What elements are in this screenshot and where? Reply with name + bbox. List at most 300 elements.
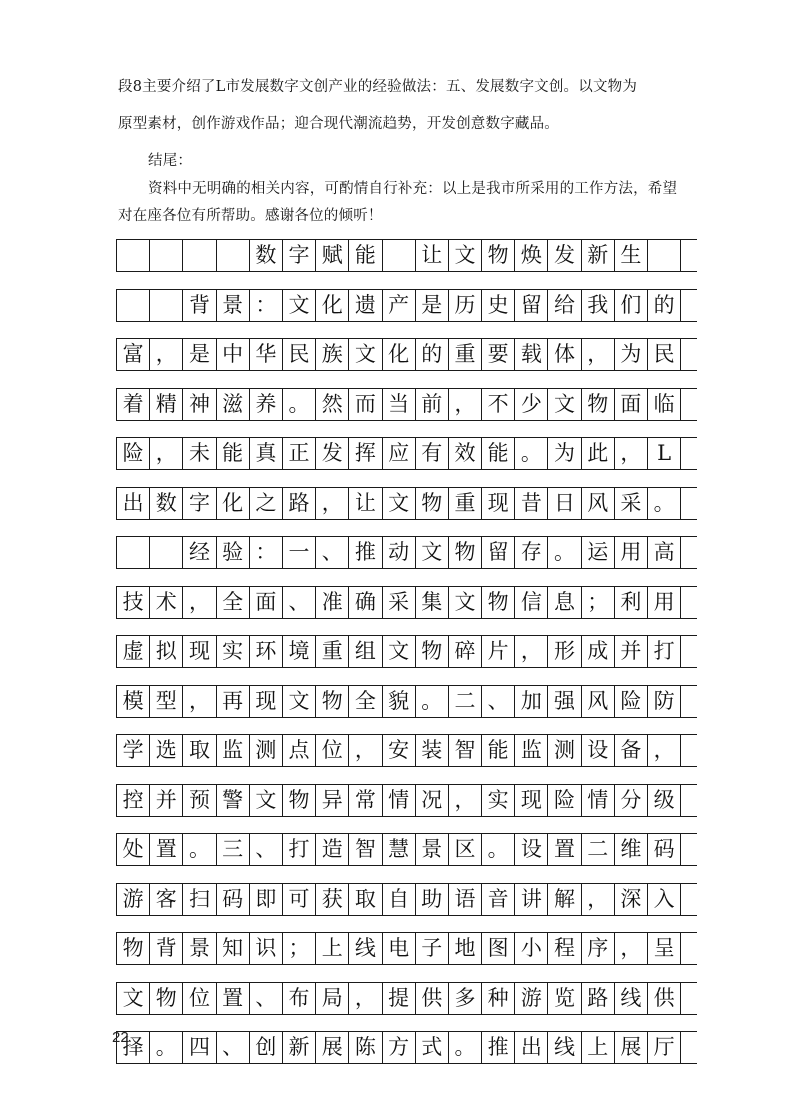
grid-cell: 形 (548, 636, 581, 667)
grid-cell: 、 (482, 686, 515, 717)
grid-cell: 文 (449, 240, 482, 271)
printed-line: 结尾： (148, 153, 193, 169)
grid-cell: 现 (515, 785, 548, 816)
grid-cell: 为 (548, 438, 581, 469)
grid-cell: 客 (150, 884, 183, 915)
grid-cell: 、 (283, 587, 316, 618)
grid-cell: 信 (515, 587, 548, 618)
grid-cell: 打 (648, 636, 681, 667)
grid-cell: 地 (449, 933, 482, 964)
grid-cell (117, 240, 150, 271)
grid-cell: 准 (316, 587, 349, 618)
grid-cell: 风 (582, 686, 615, 717)
grid-cell: 族 (316, 339, 349, 370)
grid-cell: 物 (150, 983, 183, 1014)
grid-cell: 我 (582, 290, 615, 321)
grid-cell: 面 (250, 587, 283, 618)
grid-cell: 能 (217, 438, 250, 469)
grid-cell: 路 (582, 983, 615, 1014)
grid-cell: 环 (250, 636, 283, 667)
grid-cell: 供 (416, 983, 449, 1014)
page-number: 22 (112, 1029, 129, 1046)
grid-cell: 况 (416, 785, 449, 816)
grid-cell: ： (250, 537, 283, 568)
grid-cell: 展 (615, 1032, 648, 1063)
grid-cell: 重 (316, 636, 349, 667)
grid-cell: ， (349, 983, 382, 1014)
grid-cell: 扫 (183, 884, 216, 915)
grid-row (116, 685, 697, 718)
grid-cell: 重 (449, 339, 482, 370)
grid-row (116, 1031, 697, 1064)
grid-cell: 面 (615, 389, 648, 420)
grid-cell: 日 (548, 488, 581, 519)
grid-row (116, 289, 697, 322)
grid-cell (150, 290, 183, 321)
grid-cell: 前 (416, 389, 449, 420)
grid-cell: 置 (217, 983, 250, 1014)
grid-cell: 应 (383, 438, 416, 469)
grid-row (116, 635, 697, 668)
grid-cell: 然 (316, 389, 349, 420)
grid-cell: 上 (582, 1032, 615, 1063)
grid-cell: 可 (283, 884, 316, 915)
grid-cell: 二 (582, 834, 615, 865)
grid-cell: 现 (250, 686, 283, 717)
grid-cell: 富 (117, 339, 150, 370)
grid-row (116, 536, 697, 569)
grid-cell: L (648, 438, 681, 469)
grid-cell: 、 (250, 834, 283, 865)
grid-cell: 成 (582, 636, 615, 667)
grid-cell: 息 (548, 587, 581, 618)
grid-cell: 监 (217, 735, 250, 766)
grid-cell: 生 (615, 240, 648, 271)
grid-cell: 四 (183, 1032, 216, 1063)
grid-cell: 发 (316, 438, 349, 469)
grid-cell: 物 (117, 933, 150, 964)
grid-cell: 异 (316, 785, 349, 816)
grid-cell: 程 (548, 933, 581, 964)
grid-cell: 文 (349, 339, 382, 370)
grid-cell: 码 (217, 884, 250, 915)
grid-cell: 游 (117, 884, 150, 915)
grid-cell: 常 (349, 785, 382, 816)
grid-cell: 情 (582, 785, 615, 816)
grid-row (116, 388, 697, 421)
grid-cell: 险 (615, 686, 648, 717)
grid-row (116, 586, 697, 619)
grid-cell: 着 (117, 389, 150, 420)
grid-cell: 经 (183, 537, 216, 568)
grid-cell: ， (582, 884, 615, 915)
grid-cell: 不 (482, 389, 515, 420)
grid-cell: 知 (217, 933, 250, 964)
grid-cell: 推 (482, 1032, 515, 1063)
grid-cell: 取 (349, 884, 382, 915)
grid-cell: 物 (283, 785, 316, 816)
grid-cell: 虚 (117, 636, 150, 667)
grid-cell: 智 (349, 834, 382, 865)
grid-cell: 挥 (349, 438, 382, 469)
grid-row (116, 338, 697, 371)
grid-cell (150, 240, 183, 271)
grid-cell: 强 (548, 686, 581, 717)
grid-cell: 之 (250, 488, 283, 519)
grid-cell: 线 (615, 983, 648, 1014)
grid-cell: ， (582, 339, 615, 370)
grid-cell: 新 (283, 1032, 316, 1063)
grid-cell: 险 (548, 785, 581, 816)
grid-cell: 。 (548, 537, 581, 568)
grid-cell: 字 (183, 488, 216, 519)
grid-cell: 加 (515, 686, 548, 717)
grid-cell: 中 (217, 339, 250, 370)
grid-cell: 小 (515, 933, 548, 964)
grid-cell: 位 (316, 735, 349, 766)
grid-cell: 测 (548, 735, 581, 766)
grid-row (116, 437, 697, 470)
grid-cell: 风 (582, 488, 615, 519)
grid-cell: 二 (449, 686, 482, 717)
grid-cell: ， (648, 735, 681, 766)
grid-cell: 警 (217, 785, 250, 816)
grid-cell: 物 (482, 587, 515, 618)
grid-cell: 安 (383, 735, 416, 766)
grid-row (116, 734, 697, 767)
grid-cell: 拟 (150, 636, 183, 667)
grid-cell: 、 (217, 1032, 250, 1063)
grid-cell: 给 (548, 290, 581, 321)
grid-cell: 运 (582, 537, 615, 568)
grid-cell: 获 (316, 884, 349, 915)
grid-cell: 文 (250, 785, 283, 816)
grid-cell: 全 (349, 686, 382, 717)
grid-cell: 提 (383, 983, 416, 1014)
grid-cell: 们 (615, 290, 648, 321)
grid-cell: 险 (117, 438, 150, 469)
grid-cell: 选 (150, 735, 183, 766)
grid-cell: 体 (548, 339, 581, 370)
grid-cell: 术 (150, 587, 183, 618)
grid-cell: 并 (615, 636, 648, 667)
grid-cell: 物 (449, 537, 482, 568)
grid-cell: 当 (383, 389, 416, 420)
grid-cell: 线 (349, 933, 382, 964)
grid-cell: 有 (416, 438, 449, 469)
printed-line: 资料中无明确的相关内容，可酌情自行补充：以上是我市所采用的工作方法，希望 (148, 181, 678, 197)
grid-row (116, 982, 697, 1015)
grid-cell: ， (349, 735, 382, 766)
grid-cell: ， (183, 686, 216, 717)
grid-cell: 现 (482, 488, 515, 519)
grid-cell: 备 (615, 735, 648, 766)
grid-cell: 。 (449, 1032, 482, 1063)
grid-cell: 一 (283, 537, 316, 568)
grid-cell: 识 (250, 933, 283, 964)
grid-cell: 情 (383, 785, 416, 816)
grid-cell: 布 (283, 983, 316, 1014)
grid-cell: 用 (615, 537, 648, 568)
grid-cell: 并 (150, 785, 183, 816)
grid-cell: 慧 (383, 834, 416, 865)
grid-cell: 正 (283, 438, 316, 469)
grid-cell: 置 (548, 834, 581, 865)
grid-cell: 文 (283, 290, 316, 321)
grid-cell: 展 (316, 1032, 349, 1063)
grid-cell: 字 (283, 240, 316, 271)
grid-cell: 化 (316, 290, 349, 321)
grid-cell: 分 (615, 785, 648, 816)
grid-cell: ， (150, 438, 183, 469)
grid-cell: 三 (217, 834, 250, 865)
grid-cell: 遗 (349, 290, 382, 321)
grid-cell: 焕 (515, 240, 548, 271)
grid-cell: 。 (150, 1032, 183, 1063)
grid-cell: 赋 (316, 240, 349, 271)
grid-cell: 多 (449, 983, 482, 1014)
grid-cell: 自 (383, 884, 416, 915)
grid-cell: 养 (250, 389, 283, 420)
grid-cell: ， (449, 389, 482, 420)
grid-cell: 音 (482, 884, 515, 915)
grid-cell: 而 (349, 389, 382, 420)
grid-cell: 载 (515, 339, 548, 370)
grid-cell: 。 (482, 834, 515, 865)
printed-line: 对在座各位有所帮助。感谢各位的倾听！ (118, 208, 383, 224)
grid-cell: 文 (416, 537, 449, 568)
grid-cell: 真 (250, 438, 283, 469)
grid-cell: 此 (582, 438, 615, 469)
grid-cell: 装 (416, 735, 449, 766)
grid-cell: 采 (383, 587, 416, 618)
grid-cell (117, 290, 150, 321)
grid-cell: 民 (648, 339, 681, 370)
grid-cell: 造 (316, 834, 349, 865)
grid-cell (117, 537, 150, 568)
grid-cell: 能 (482, 735, 515, 766)
grid-cell: 再 (217, 686, 250, 717)
printed-line: 原型素材，创作游戏作品；迎合现代潮流趋势，开发创意数字藏品。 (118, 116, 559, 132)
grid-cell: ； (582, 587, 615, 618)
grid-cell: ， (150, 339, 183, 370)
grid-cell: 。 (648, 488, 681, 519)
grid-cell: 史 (482, 290, 515, 321)
grid-cell: 。 (183, 834, 216, 865)
grid-cell: 出 (117, 488, 150, 519)
grid-cell: 陈 (349, 1032, 382, 1063)
grid-cell: 方 (383, 1032, 416, 1063)
grid-cell: 采 (615, 488, 648, 519)
grid-cell: 种 (482, 983, 515, 1014)
grid-cell: ： (250, 290, 283, 321)
grid-cell: 防 (648, 686, 681, 717)
grid-row (116, 239, 697, 272)
grid-cell: 实 (482, 785, 515, 816)
grid-cell: 用 (648, 587, 681, 618)
grid-cell: 让 (349, 488, 382, 519)
grid-cell: 、 (250, 983, 283, 1014)
grid-cell: 景 (416, 834, 449, 865)
grid-cell: 华 (250, 339, 283, 370)
grid-cell: 模 (117, 686, 150, 717)
grid-row (116, 784, 697, 817)
grid-cell: 智 (449, 735, 482, 766)
grid-cell: 即 (250, 884, 283, 915)
grid-cell: 呈 (648, 933, 681, 964)
grid-cell: 入 (648, 884, 681, 915)
grid-cell: 局 (316, 983, 349, 1014)
grid-cell: 文 (383, 636, 416, 667)
grid-cell: ， (515, 636, 548, 667)
grid-cell: 处 (117, 834, 150, 865)
grid-cell: 能 (349, 240, 382, 271)
grid-cell: 电 (383, 933, 416, 964)
grid-cell: 维 (615, 834, 648, 865)
grid-cell: 神 (183, 389, 216, 420)
grid-cell: 位 (183, 983, 216, 1014)
grid-cell: ， (615, 438, 648, 469)
grid-cell: 语 (449, 884, 482, 915)
grid-cell: 昔 (515, 488, 548, 519)
grid-cell: 文 (117, 983, 150, 1014)
grid-cell: 貌 (383, 686, 416, 717)
grid-cell: 。 (283, 389, 316, 420)
grid-cell: 讲 (515, 884, 548, 915)
grid-cell: 览 (548, 983, 581, 1014)
grid-cell: 物 (482, 240, 515, 271)
grid-cell: 高 (648, 537, 681, 568)
grid-cell: 景 (217, 290, 250, 321)
grid-cell: 厅 (648, 1032, 681, 1063)
grid-cell: 景 (183, 933, 216, 964)
grid-cell: 临 (648, 389, 681, 420)
grid-cell: 物 (416, 636, 449, 667)
grid-cell: 型 (150, 686, 183, 717)
grid-cell: 留 (482, 537, 515, 568)
grid-cell: 测 (250, 735, 283, 766)
grid-cell: 动 (383, 537, 416, 568)
grid-cell: 验 (217, 537, 250, 568)
grid-cell: 历 (449, 290, 482, 321)
essay-grid (116, 239, 697, 1081)
grid-cell: 解 (548, 884, 581, 915)
grid-cell: 集 (416, 587, 449, 618)
grid-cell: 为 (615, 339, 648, 370)
grid-cell: 未 (183, 438, 216, 469)
grid-cell: 物 (582, 389, 615, 420)
grid-cell: 精 (150, 389, 183, 420)
grid-cell: 背 (183, 290, 216, 321)
grid-cell: 的 (648, 290, 681, 321)
grid-cell: 式 (416, 1032, 449, 1063)
grid-cell: 化 (383, 339, 416, 370)
grid-cell: 文 (449, 587, 482, 618)
grid-cell: 码 (648, 834, 681, 865)
grid-cell: 利 (615, 587, 648, 618)
grid-cell: 要 (482, 339, 515, 370)
grid-cell: 置 (150, 834, 183, 865)
grid-cell: 控 (117, 785, 150, 816)
grid-cell: 滋 (217, 389, 250, 420)
grid-cell: 碎 (449, 636, 482, 667)
grid-cell: 境 (283, 636, 316, 667)
grid-cell: 技 (117, 587, 150, 618)
grid-cell: 取 (183, 735, 216, 766)
grid-cell: 文 (283, 686, 316, 717)
grid-cell: 产 (383, 290, 416, 321)
grid-cell (383, 240, 416, 271)
grid-cell: 点 (283, 735, 316, 766)
grid-cell: 效 (449, 438, 482, 469)
grid-cell: 级 (648, 785, 681, 816)
grid-cell: 数 (150, 488, 183, 519)
grid-row (116, 487, 697, 520)
grid-cell: 是 (416, 290, 449, 321)
grid-cell: 设 (582, 735, 615, 766)
grid-cell: 预 (183, 785, 216, 816)
grid-cell: 民 (283, 339, 316, 370)
grid-cell: ； (283, 933, 316, 964)
printed-line: 段8主要介绍了L市发展数字文创产业的经验做法：五、发展数字文创。以文物为 (118, 79, 638, 95)
grid-cell: 物 (416, 488, 449, 519)
grid-cell: 出 (515, 1032, 548, 1063)
grid-row (116, 833, 697, 866)
grid-cell: 。 (515, 438, 548, 469)
grid-cell: 图 (482, 933, 515, 964)
grid-cell: 背 (150, 933, 183, 964)
grid-cell: 少 (515, 389, 548, 420)
grid-cell: 存 (515, 537, 548, 568)
grid-cell: 发 (548, 240, 581, 271)
grid-cell: 学 (117, 735, 150, 766)
grid-cell: 创 (250, 1032, 283, 1063)
grid-cell: 路 (283, 488, 316, 519)
grid-cell (217, 240, 250, 271)
grid-cell: 是 (183, 339, 216, 370)
grid-cell: 线 (548, 1032, 581, 1063)
grid-cell: 、 (316, 537, 349, 568)
grid-cell: 设 (515, 834, 548, 865)
grid-cell: 留 (515, 290, 548, 321)
grid-cell: 化 (217, 488, 250, 519)
grid-cell (183, 240, 216, 271)
grid-cell: 监 (515, 735, 548, 766)
grid-cell: ， (449, 785, 482, 816)
grid-cell: 片 (482, 636, 515, 667)
grid-cell: 物 (316, 686, 349, 717)
grid-cell: 择 (117, 1032, 150, 1063)
grid-cell: 上 (316, 933, 349, 964)
grid-cell: 能 (482, 438, 515, 469)
grid-cell: 区 (449, 834, 482, 865)
grid-cell: ， (316, 488, 349, 519)
grid-cell: ， (183, 587, 216, 618)
grid-cell: 序 (582, 933, 615, 964)
grid-cell: 确 (349, 587, 382, 618)
grid-cell: 的 (416, 339, 449, 370)
grid-cell: 实 (217, 636, 250, 667)
grid-cell: 文 (548, 389, 581, 420)
grid-cell: 重 (449, 488, 482, 519)
grid-cell: 文 (383, 488, 416, 519)
grid-row (116, 932, 697, 965)
grid-cell: 。 (416, 686, 449, 717)
grid-cell (150, 537, 183, 568)
grid-cell: 数 (250, 240, 283, 271)
grid-cell: ， (615, 933, 648, 964)
grid-cell: 供 (648, 983, 681, 1014)
